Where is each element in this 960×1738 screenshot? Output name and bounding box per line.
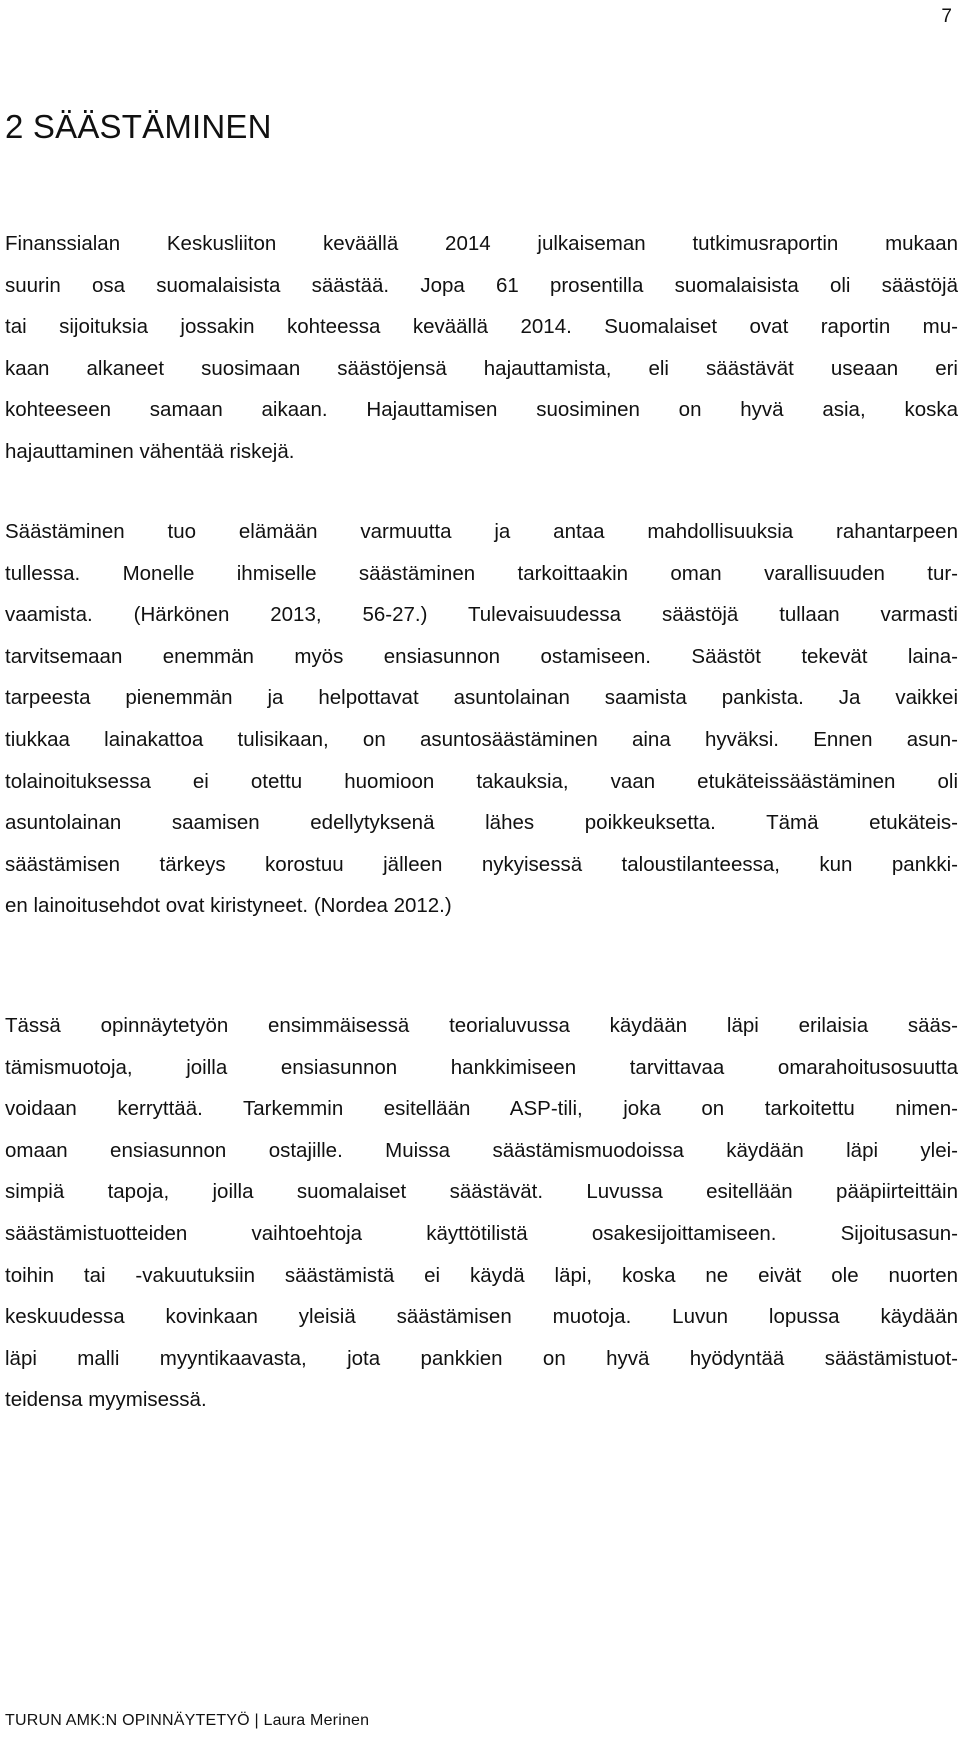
text-line: tiukkaa lainakattoa tulisikaan, on asuntosäästäminen aina hyväksi. Ennen asun- [5, 727, 958, 751]
paragraph-1 [5, 223, 958, 473]
text-line: tolainoituksessa ei otettu huomioon takauksia, vaan etukäteissäästäminen oli [5, 769, 958, 793]
text-line: tarvitsemaan enemmän myös ensiasunnon ostamiseen. Säästöt tekevät laina- [5, 644, 958, 668]
text-line: säästämistuotteiden vaihtoehtoja käyttötilistä osakesijoittamiseen. Sijoitusasun- [5, 1221, 958, 1245]
text-line: toihin tai -vakuutuksiin säästämistä ei käydä läpi, koska ne eivät ole nuorten [5, 1263, 958, 1287]
text-line: suurin osa suomalaisista säästää. Jopa 61 prosentilla suomalaisista oli säästöjä [5, 273, 958, 297]
chapter-heading: 2 SÄÄSTÄMINEN [5, 108, 272, 145]
text-line: tullessa. Monelle ihmiselle säästäminen tarkoittaakin oman varallisuuden tur- [5, 561, 958, 585]
paragraph-3 [5, 1005, 958, 1421]
text-line: kohteeseen samaan aikaan. Hajauttamisen suosiminen on hyvä asia, koska [5, 398, 958, 422]
text-line: simpiä tapoja, joilla suomalaiset säästävät. Luvussa esitellään pääpiirteittäin [5, 1180, 958, 1204]
text-line: tai sijoituksia jossakin kohteessa keväällä 2014. Suomalaiset ovat raportin mu- [5, 315, 958, 339]
text-line: kaan alkaneet suosimaan säästöjensä hajauttamista, eli säästävät useaan eri [5, 356, 958, 380]
text-line: en lainoitusehdot ovat kiristyneet. (Nordea 2012.) [5, 894, 452, 918]
text-line: säästämisen tärkeys korostuu jälleen nykyisessä taloustilanteessa, kun pankki- [5, 852, 958, 876]
page-footer: TURUN AMK:N OPINNÄYTETYÖ | Laura Merinen [5, 1712, 370, 1729]
text-line: omaan ensiasunnon ostajille. Muissa säästämismuodoissa käydään läpi ylei- [5, 1138, 958, 1162]
text-line: vaamista. (Härkönen 2013, 56-27.) Tulevaisuudessa säästöjä tullaan varmasti [5, 603, 958, 627]
text-line: tämismuotoja, joilla ensiasunnon hankkimiseen tarvittavaa omarahoitusosuutta [5, 1055, 958, 1079]
text-line: voidaan kerryttää. Tarkemmin esitellään ASP-tili, joka on tarkoitettu nimen- [5, 1097, 958, 1121]
text-line: asuntolainan saamisen edellytyksenä lähes poikkeuksetta. Tämä etukäteis- [5, 811, 958, 835]
text-line: tarpeesta pienemmän ja helpottavat asuntolainan saamista pankista. Ja vaikkei [5, 686, 958, 710]
paragraph-2 [5, 511, 958, 927]
text-line: teidensa myymisessä. [5, 1388, 207, 1412]
text-line: hajauttaminen vähentää riskejä. [5, 439, 295, 463]
text-line: Finanssialan Keskusliiton keväällä 2014 julkaiseman tutkimusraportin mukaan [5, 232, 958, 255]
text-line: läpi malli myyntikaavasta, jota pankkien on hyvä hyödyntää säästämistuot- [5, 1346, 958, 1370]
text-line: Tässä opinnäytetyön ensimmäisessä teorialuvussa käydään läpi erilaisia sääs- [5, 1014, 958, 1037]
text-line: Säästäminen tuo elämään varmuutta ja antaa mahdollisuuksia rahantarpeen [5, 520, 958, 543]
page-number: 7 [941, 6, 952, 27]
text-line: keskuudessa kovinkaan yleisiä säästämisen muotoja. Luvun lopussa käydään [5, 1305, 958, 1329]
